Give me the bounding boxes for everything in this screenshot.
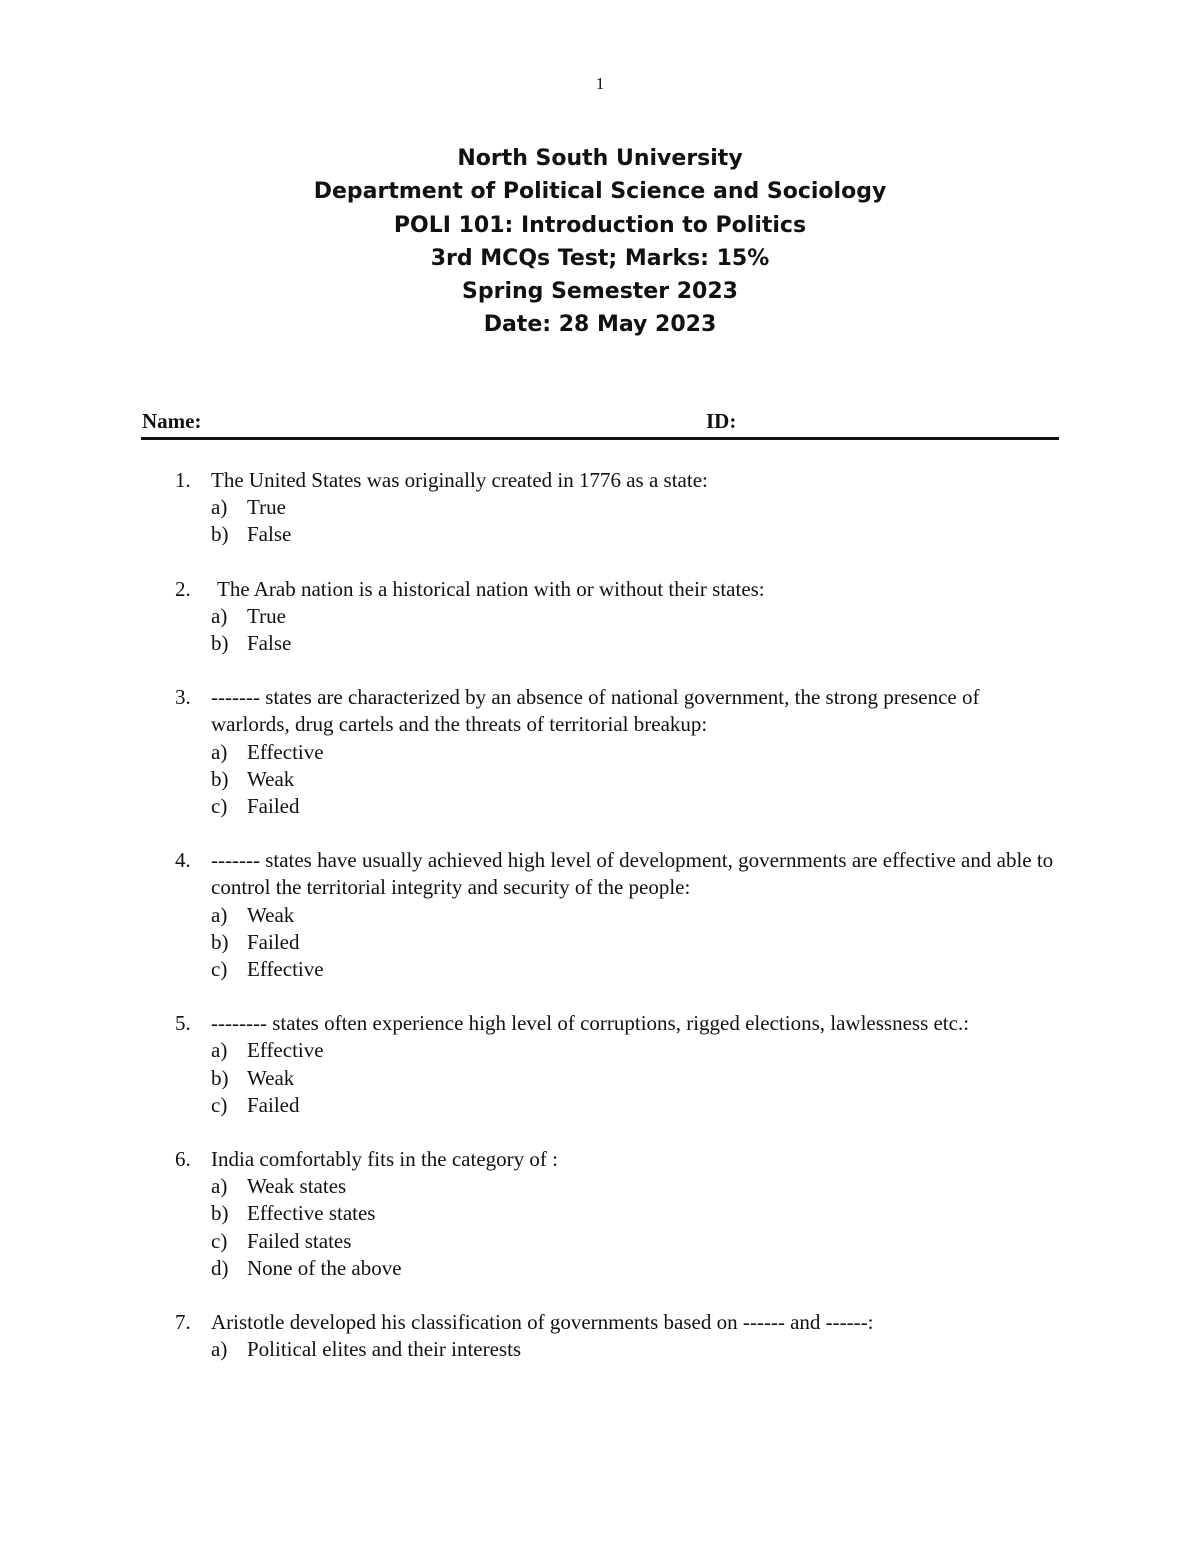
question-3 — [0, 684, 1200, 820]
option-item — [211, 494, 1060, 521]
question-text: ------- states have usually achieved high level of development, governments are effective and able to control the territorial integrity and security of the people: — [211, 848, 1054, 900]
department-title: Department of Political Science and Sociology — [313, 179, 887, 205]
option-letter: c) — [211, 1092, 228, 1117]
option-letter: a) — [211, 902, 228, 927]
option-list — [211, 739, 1060, 821]
option-list — [211, 1173, 1060, 1282]
option-letter: a) — [211, 1337, 228, 1362]
question-list — [0, 467, 1200, 1390]
name-label: Name: — [142, 409, 202, 433]
option-letter: b) — [211, 766, 229, 791]
option-letter: b) — [211, 1065, 229, 1090]
option-letter: a) — [211, 739, 228, 764]
test-title: 3rd MCQs Test; Marks: 15% — [430, 245, 770, 271]
option-item — [211, 603, 1060, 630]
option-text: False — [247, 522, 292, 547]
option-letter: a) — [211, 495, 228, 520]
id-label: ID: — [706, 409, 737, 433]
question-text: Aristotle developed his classification of governments based on ------ and ------: — [211, 1310, 874, 1335]
question-text: India comfortably fits in the category of : — [211, 1147, 558, 1172]
option-item — [211, 1200, 1060, 1227]
option-item — [211, 630, 1060, 657]
option-list — [211, 494, 1060, 548]
question-text: The United States was originally created in 1776 as a state: — [211, 468, 708, 492]
question-5 — [0, 1010, 1200, 1119]
option-text: Weak — [247, 1065, 295, 1090]
option-list — [211, 1037, 1060, 1119]
question-text: The Arab nation is a historical nation with or without their states: — [217, 576, 765, 601]
document-header — [0, 142, 1200, 342]
option-item — [211, 1173, 1060, 1200]
question-number: 7. — [175, 1310, 191, 1335]
question-1 — [0, 467, 1200, 549]
question-number: 3. — [175, 685, 191, 710]
option-text: False — [247, 631, 292, 656]
option-text: True — [247, 495, 286, 520]
option-item — [211, 766, 1060, 793]
option-letter: c) — [211, 1228, 228, 1253]
option-item — [211, 1037, 1060, 1064]
option-letter: a) — [211, 1038, 228, 1063]
option-item — [211, 1336, 1060, 1363]
option-text: Effective states — [247, 1201, 376, 1226]
option-letter: a) — [211, 1174, 228, 1199]
option-text: Failed — [247, 929, 300, 954]
option-item — [211, 793, 1060, 820]
option-letter: a) — [211, 603, 228, 628]
option-text: Failed states — [247, 1228, 352, 1253]
semester-title: Spring Semester 2023 — [462, 279, 738, 305]
option-text: Effective — [247, 957, 324, 982]
option-list — [211, 902, 1060, 984]
option-text: Failed — [247, 1092, 300, 1117]
option-item — [211, 1228, 1060, 1255]
question-7 — [0, 1309, 1200, 1363]
option-list — [211, 1336, 1060, 1363]
option-text: True — [247, 603, 286, 628]
question-number: 2. — [175, 576, 191, 601]
option-text: Effective — [247, 739, 324, 764]
student-identity-row — [141, 407, 1059, 440]
option-item — [211, 1255, 1060, 1282]
question-number: 1. — [175, 468, 191, 492]
option-letter: c) — [211, 794, 228, 819]
option-item — [211, 1065, 1060, 1092]
option-letter: b) — [211, 631, 229, 656]
option-list — [211, 603, 1060, 657]
option-item — [211, 902, 1060, 929]
question-2 — [0, 576, 1200, 658]
course-title: POLI 101: Introduction to Politics — [393, 212, 807, 238]
option-text: Weak — [247, 766, 295, 791]
option-item — [211, 956, 1060, 983]
page-number: 1 — [595, 74, 605, 93]
question-4 — [0, 847, 1200, 983]
option-text: None of the above — [247, 1255, 402, 1280]
option-letter: b) — [211, 1201, 229, 1226]
exam-date: Date: 28 May 2023 — [483, 312, 717, 338]
option-item — [211, 521, 1060, 548]
option-item — [211, 739, 1060, 766]
option-text: Weak — [247, 902, 295, 927]
option-item — [211, 929, 1060, 956]
question-number: 5. — [175, 1011, 191, 1036]
university-title: North South University — [457, 146, 743, 171]
option-letter: b) — [211, 522, 229, 547]
option-letter: c) — [211, 957, 228, 982]
question-text: ------- states are characterized by an absence of national government, the strong presence of warlords, drug cartels and the threats of territorial breakup: — [211, 685, 980, 737]
question-number: 4. — [175, 848, 191, 873]
option-text: Weak states — [247, 1174, 347, 1199]
option-item — [211, 1092, 1060, 1119]
option-text: Political elites and their interests — [247, 1337, 522, 1362]
option-text: Effective — [247, 1038, 324, 1063]
option-text: Failed — [247, 794, 300, 819]
question-number: 6. — [175, 1147, 191, 1172]
option-letter: b) — [211, 929, 229, 954]
question-6 — [0, 1146, 1200, 1282]
question-text: -------- states often experience high level of corruptions, rigged elections, lawlessness etc.: — [211, 1011, 970, 1036]
option-letter: d) — [211, 1255, 229, 1280]
